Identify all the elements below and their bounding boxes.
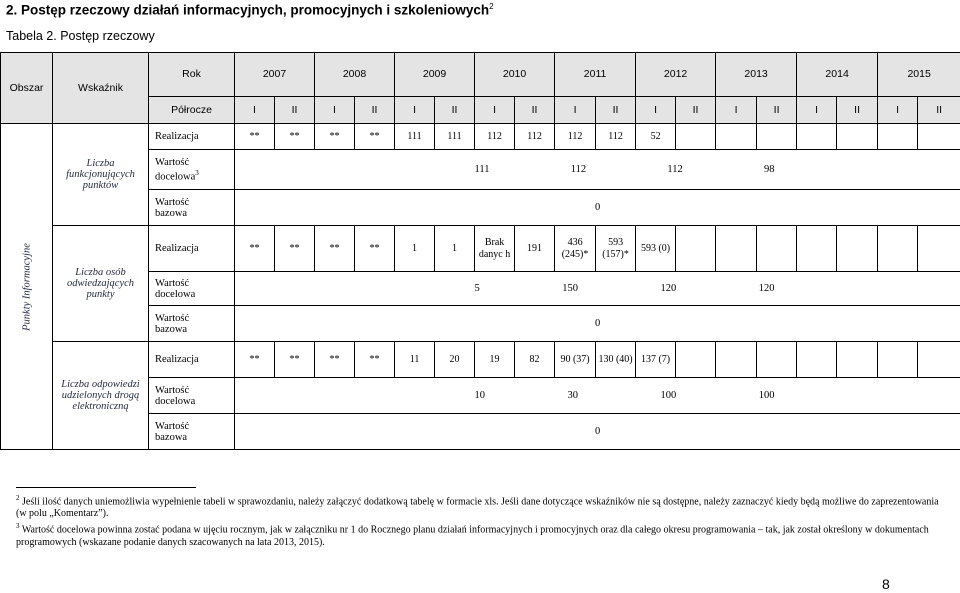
realizacja-value	[918, 342, 960, 378]
realizacja-value	[716, 226, 757, 272]
footnote	[16, 492, 946, 520]
indicator-name: Liczba funkcjonujących punktów	[53, 124, 149, 226]
footnote-number: 3	[16, 522, 20, 531]
realizacja-value: **	[355, 226, 395, 272]
realizacja-value	[878, 226, 918, 272]
bazowa-label	[149, 190, 235, 226]
header-obszar: Obszar	[1, 53, 53, 124]
realizacja-value	[918, 226, 960, 272]
realizacja-value: 20	[435, 342, 475, 378]
header-year: 2012	[636, 53, 716, 97]
docelowa-spacer	[235, 378, 475, 414]
realizacja-value	[757, 342, 797, 378]
realizacja-label: Realizacja	[149, 226, 235, 272]
bazowa-word: bazowa	[155, 207, 188, 219]
header-half: I	[315, 97, 355, 124]
realizacja-value: 112	[596, 124, 636, 150]
realizacja-value	[676, 342, 716, 378]
table-caption: Tabela 2. Postęp rzeczowy	[6, 29, 155, 43]
header-half: II	[275, 97, 315, 124]
realizacja-value	[878, 342, 918, 378]
docelowa-label	[149, 378, 235, 414]
docelowa-value: 150	[562, 283, 579, 294]
header-year: 2013	[716, 53, 797, 97]
footnote-rule	[16, 487, 196, 488]
docelowa-value: 5	[474, 283, 480, 294]
docelowa-word: docelowa	[155, 288, 196, 300]
header-half: I	[878, 97, 918, 124]
realizacja-value	[837, 124, 878, 150]
area-cell	[1, 124, 53, 450]
bazowa-value: 0	[235, 190, 960, 226]
header-half: I	[555, 97, 596, 124]
wartosc-word: Wartość	[155, 156, 190, 168]
header-year: 2008	[315, 53, 395, 97]
header-wskaznik: Wskaźnik	[53, 53, 149, 124]
realizacja-label: Realizacja	[149, 124, 235, 150]
docelowa-value: 112	[570, 164, 587, 175]
header-half: II	[837, 97, 878, 124]
realizacja-value	[676, 124, 716, 150]
header-half: II	[596, 97, 636, 124]
bazowa-word: bazowa	[155, 431, 188, 443]
section-heading	[6, 2, 494, 18]
realizacja-value: **	[355, 124, 395, 150]
docelowa-word: docelowa	[155, 395, 196, 407]
realizacja-value	[878, 124, 918, 150]
realizacja-value: 593 (0)	[636, 226, 676, 272]
section-heading-text: 2. Postęp rzeczowy działań informacyjnych, promocyjnych i szkoleniowych	[6, 2, 490, 18]
realizacja-value: **	[355, 342, 395, 378]
wartosc-word: Wartość	[155, 420, 190, 432]
realizacja-value: 130 (40)	[596, 342, 636, 378]
header-polrocze: Półrocze	[149, 97, 235, 124]
docelowa-values	[475, 150, 960, 190]
realizacja-value: 436 (245)*	[555, 226, 596, 272]
footnotes	[16, 487, 946, 549]
wartosc-word: Wartość	[155, 384, 190, 396]
realizacja-label: Realizacja	[149, 342, 235, 378]
realizacja-value: Brak danyc h	[475, 226, 515, 272]
header-half: I	[475, 97, 515, 124]
bazowa-label	[149, 306, 235, 342]
header-rok: Rok	[149, 53, 235, 97]
docelowa-value: 100	[758, 390, 775, 401]
area-label: Punkty Informacyjne	[21, 242, 32, 331]
realizacja-value: **	[275, 342, 315, 378]
wartosc-word: Wartość	[155, 196, 190, 208]
docelowa-value: 120	[758, 283, 775, 294]
realizacja-value: **	[235, 226, 275, 272]
realizacja-value	[676, 226, 716, 272]
header-half: I	[395, 97, 435, 124]
footnote-number: 2	[16, 494, 20, 502]
docelowa-value: 112	[667, 164, 683, 175]
docelowa-value: 30	[567, 390, 579, 401]
realizacja-value	[797, 342, 837, 378]
realizacja-value	[837, 226, 878, 272]
footnote-ref-2: 2	[489, 2, 494, 11]
footnote-text: Jeśli ilość danych uniemożliwia wypełnienie tabeli w sprawozdaniu, należy załączyć dodatkową tabelę w formacie xls. Jeśli dane dotyczące wskaźników nie są dostępne, należy zaznaczyć kiedy będą możliwe do zaprezentowania (w polu „Komentarz”).	[16, 496, 939, 520]
realizacja-value: 137 (7)	[636, 342, 676, 378]
realizacja-value: 111	[435, 124, 475, 150]
docelowa-value: 120	[660, 283, 677, 294]
header-half: II	[757, 97, 797, 124]
bazowa-label	[149, 414, 235, 450]
docelowa-spacer	[235, 272, 475, 306]
docelowa-value: 98	[764, 164, 775, 175]
header-year: 2007	[235, 53, 315, 97]
realizacja-value: **	[235, 124, 275, 150]
realizacja-value: 52	[636, 124, 676, 150]
realizacja-value: 112	[555, 124, 596, 150]
header-year: 2014	[797, 53, 878, 97]
realizacja-value: 11	[395, 342, 435, 378]
realizacja-value: **	[315, 342, 355, 378]
footnote	[16, 520, 946, 548]
realizacja-value: 111	[395, 124, 435, 150]
realizacja-value: **	[235, 342, 275, 378]
realizacja-value: 112	[515, 124, 555, 150]
realizacja-value	[797, 124, 837, 150]
realizacja-value: 82	[515, 342, 555, 378]
header-half: I	[716, 97, 757, 124]
wartosc-word: Wartość	[155, 312, 190, 324]
realizacja-value: 112	[475, 124, 515, 150]
header-half: I	[636, 97, 676, 124]
header-half: II	[918, 97, 960, 124]
header-year: 2015	[878, 53, 960, 97]
docelowa-values	[475, 272, 960, 306]
header-year: 2009	[395, 53, 475, 97]
realizacja-value	[837, 342, 878, 378]
realizacja-value	[716, 342, 757, 378]
realizacja-value	[918, 124, 960, 150]
docelowa-value: 111	[474, 164, 490, 175]
realizacja-value: 1	[435, 226, 475, 272]
realizacja-value: 1	[395, 226, 435, 272]
realizacja-value: 90 (37)	[555, 342, 596, 378]
header-year: 2011	[555, 53, 636, 97]
realizacja-value	[797, 226, 837, 272]
realizacja-value	[757, 124, 797, 150]
header-half: II	[676, 97, 716, 124]
docelowa-label	[149, 272, 235, 306]
bazowa-word: bazowa	[155, 323, 188, 335]
header-year: 2010	[475, 53, 555, 97]
wartosc-word: Wartość	[155, 277, 190, 289]
bazowa-value: 0	[235, 306, 960, 342]
docelowa-value: 10	[474, 390, 486, 401]
bazowa-value: 0	[235, 414, 960, 450]
docelowa-word: docelowa	[155, 171, 196, 183]
realizacja-value: **	[275, 124, 315, 150]
header-half: II	[435, 97, 475, 124]
indicator-name: Liczba osób odwiedzających punkty	[53, 226, 149, 342]
realizacja-value: 19	[475, 342, 515, 378]
progress-table	[0, 52, 960, 450]
footnote-text: Wartość docelowa powinna zostać podana w ujęciu rocznym, jak w załączniku nr 1 do Rocznego planu działań informacyjnych i promocyjnych oraz dla całego okresu programowania – tak, jak został określony w dokumentach programowych (wskazane podanie danych szacowanych na lata 2013, 2015).	[16, 524, 929, 548]
header-half: I	[797, 97, 837, 124]
realizacja-value: 593 (157)*	[596, 226, 636, 272]
docelowa-spacer	[235, 150, 475, 190]
header-half: I	[235, 97, 275, 124]
docelowa-label	[149, 150, 235, 190]
header-half: II	[355, 97, 395, 124]
docelowa-value: 100	[660, 390, 677, 401]
header-half: II	[515, 97, 555, 124]
realizacja-value: **	[315, 226, 355, 272]
footnote-ref-3: 3	[195, 168, 199, 177]
page-number: 8	[882, 576, 890, 592]
realizacja-value: **	[275, 226, 315, 272]
docelowa-values	[475, 378, 960, 414]
realizacja-value: 191	[515, 226, 555, 272]
realizacja-value: **	[315, 124, 355, 150]
indicator-name: Liczba odpowiedzi udzielonych drogą elektroniczną	[53, 342, 149, 450]
realizacja-value	[757, 226, 797, 272]
realizacja-value	[716, 124, 757, 150]
